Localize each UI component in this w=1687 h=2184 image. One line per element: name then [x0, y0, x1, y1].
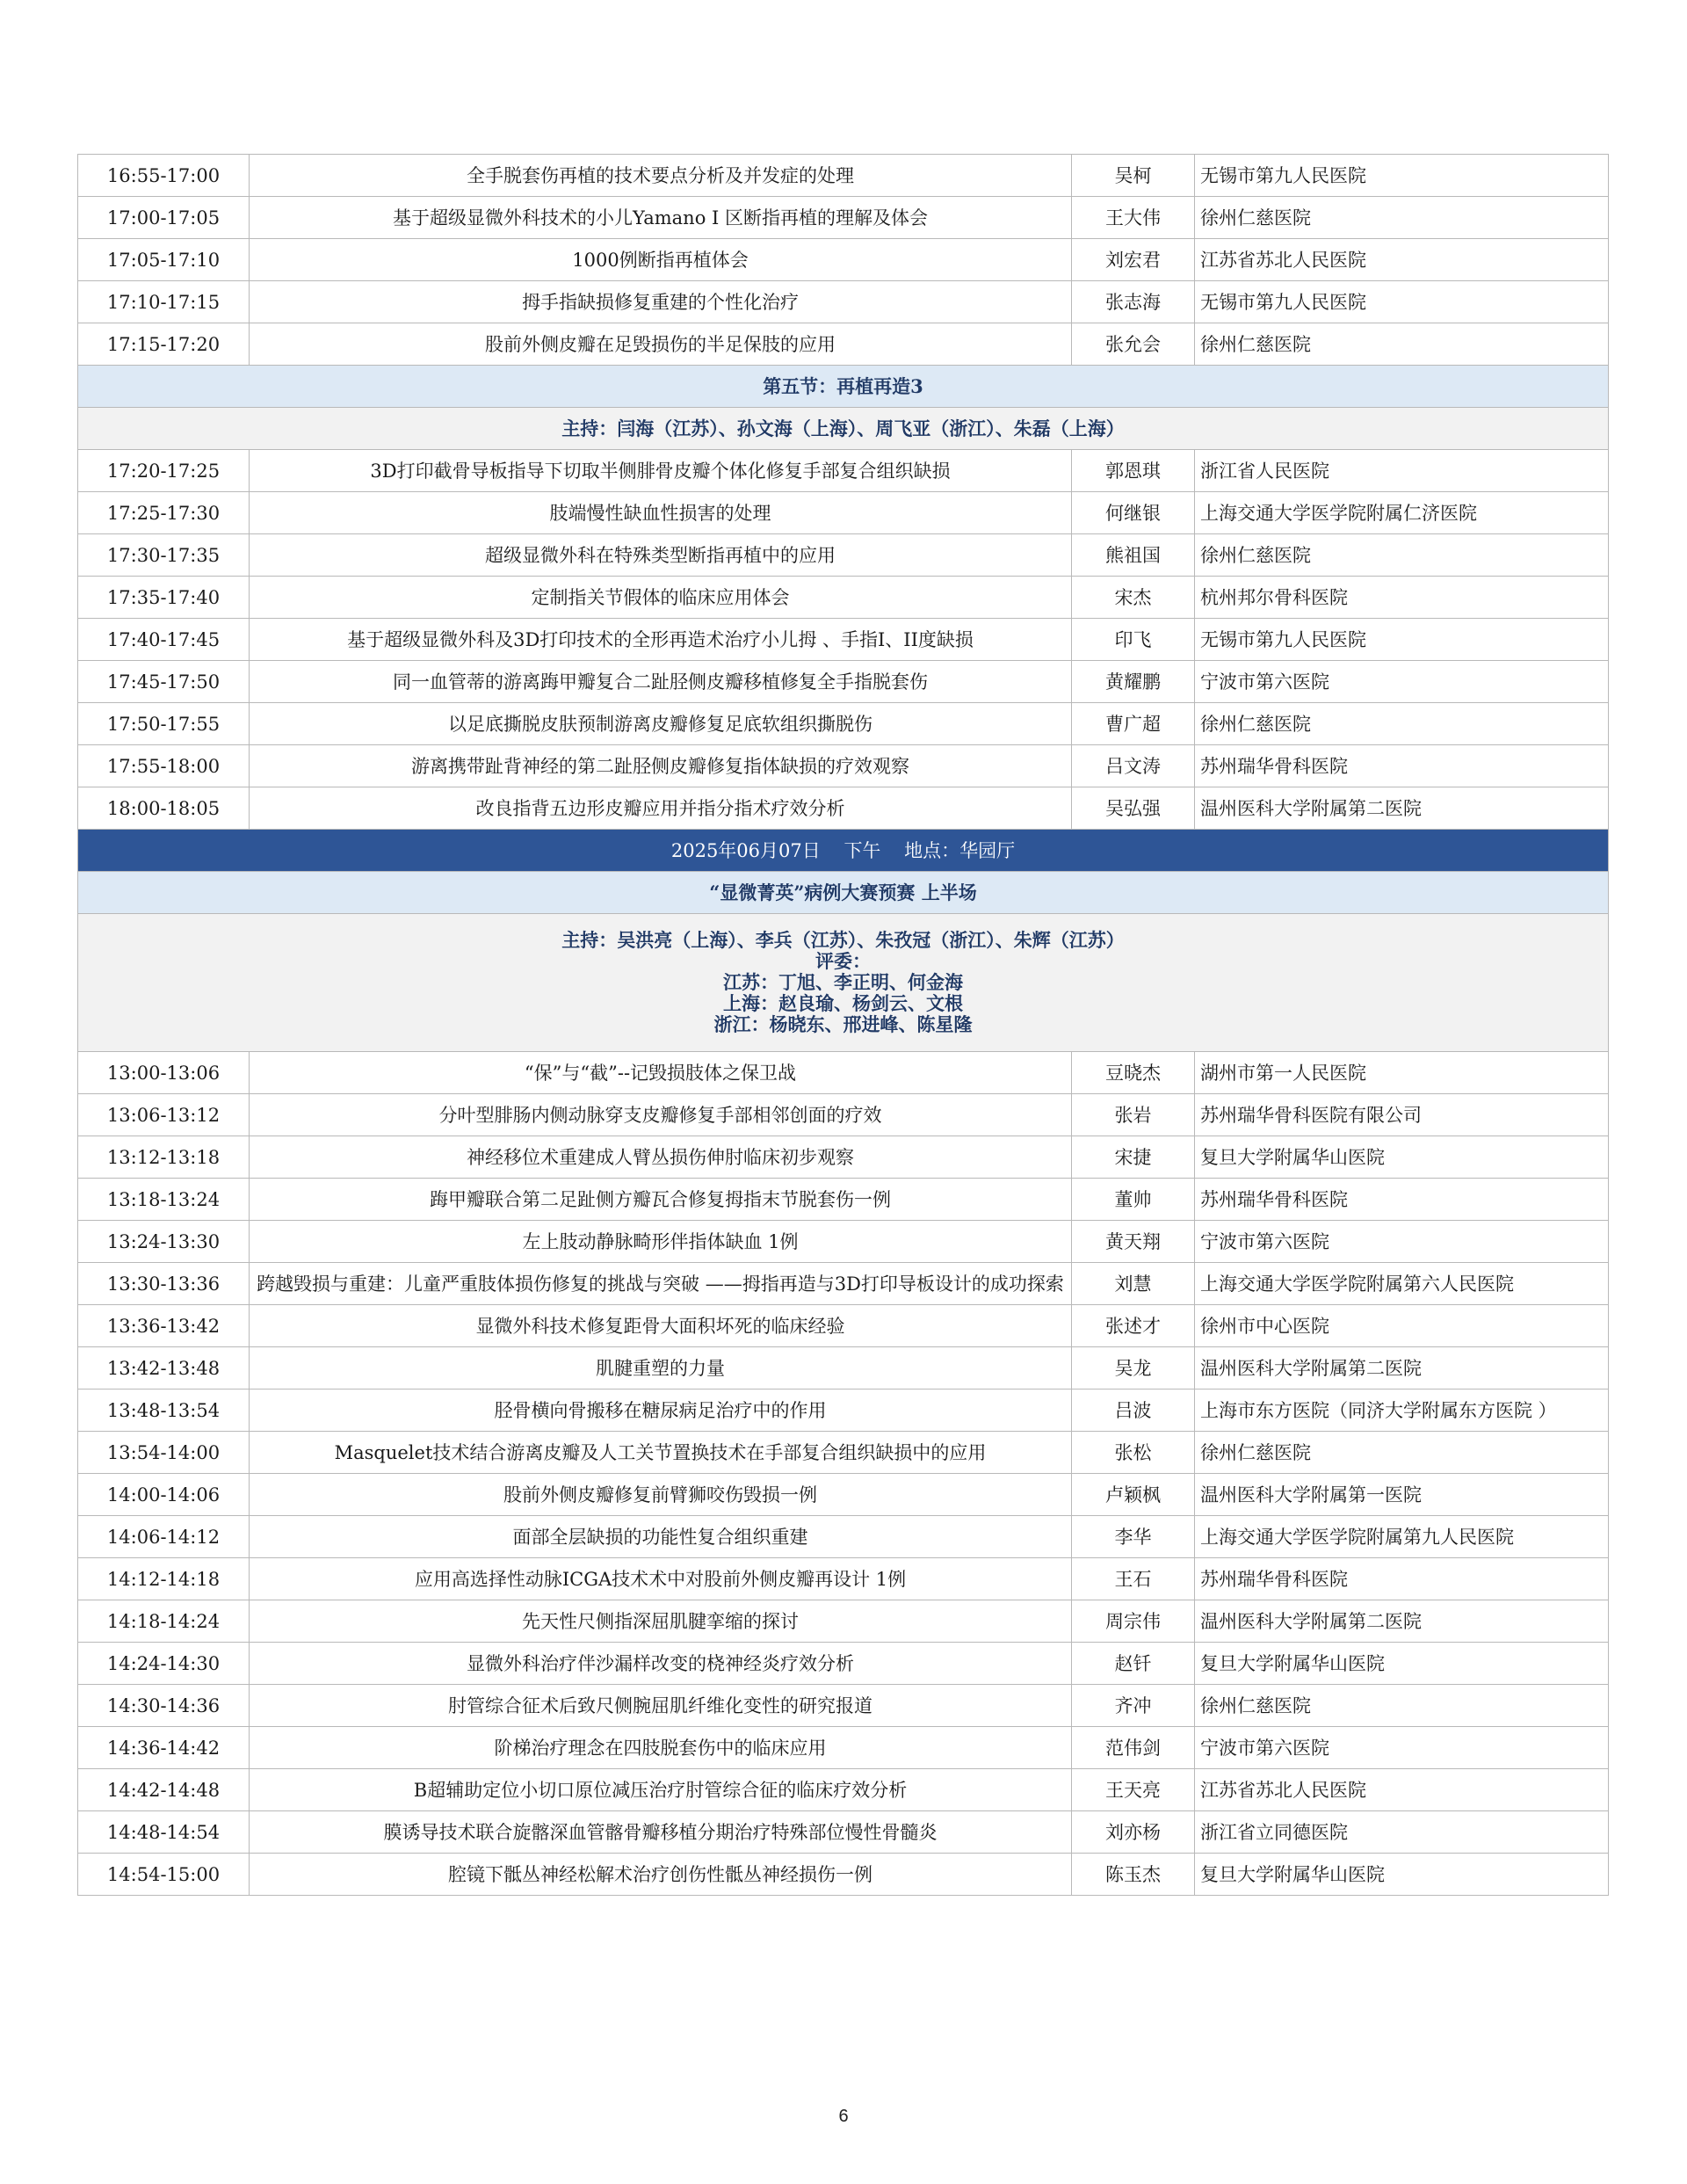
speaker-cell: 王石: [1072, 1558, 1195, 1600]
day-header: [78, 830, 1609, 872]
schedule-row: [78, 1263, 1609, 1305]
institution-cell: 复旦大学附属华山医院: [1195, 1854, 1609, 1896]
time-cell: 17:10-17:15: [78, 281, 250, 323]
schedule-row: [78, 703, 1609, 745]
judges-shanghai: 上海：赵良瑜、杨剑云、文根: [723, 992, 963, 1014]
institution-cell: 复旦大学附属华山医院: [1195, 1136, 1609, 1179]
time-cell: 14:36-14:42: [78, 1727, 250, 1769]
speaker-cell: 吴柯: [1072, 155, 1195, 197]
day-venue: 地点：华园厅: [904, 839, 1016, 861]
institution-cell: 上海市东方医院（同济大学附属东方医院 ）: [1195, 1389, 1609, 1432]
schedule-row: [78, 1179, 1609, 1221]
institution-cell: 温州医科大学附属第二医院: [1195, 1600, 1609, 1643]
institution-cell: 苏州瑞华骨科医院有限公司: [1195, 1094, 1609, 1136]
topic-cell: 全手脱套伤再植的技术要点分析及并发症的处理: [250, 155, 1072, 197]
topic-cell: 改良指背五边形皮瓣应用并指分指术疗效分析: [250, 787, 1072, 830]
time-cell: 17:15-17:20: [78, 323, 250, 366]
schedule-row: [78, 492, 1609, 534]
topic-cell: 定制指关节假体的临床应用体会: [250, 577, 1072, 619]
schedule-row: [78, 239, 1609, 281]
time-cell: 14:00-14:06: [78, 1474, 250, 1516]
schedule-row: [78, 1221, 1609, 1263]
time-cell: 14:12-14:18: [78, 1558, 250, 1600]
topic-cell: 肢端慢性缺血性损害的处理: [250, 492, 1072, 534]
topic-cell: 肘管综合征术后致尺侧腕屈肌纤维化变性的研究报道: [250, 1685, 1072, 1727]
day-period: 下午: [844, 839, 881, 861]
topic-cell: 跨越毁损与重建：儿童严重肢体损伤修复的挑战与突破 ——拇指再造与3D打印导板设计的成功探索: [250, 1263, 1072, 1305]
schedule-row: [78, 534, 1609, 577]
institution-cell: 湖州市第一人民医院: [1195, 1052, 1609, 1094]
topic-cell: 拇手指缺损修复重建的个性化治疗: [250, 281, 1072, 323]
schedule-row: [78, 1347, 1609, 1389]
schedule-row: [78, 1389, 1609, 1432]
institution-cell: 上海交通大学医学院附属仁济医院: [1195, 492, 1609, 534]
institution-cell: 苏州瑞华骨科医院: [1195, 1179, 1609, 1221]
time-cell: 13:48-13:54: [78, 1389, 250, 1432]
institution-cell: 无锡市第九人民医院: [1195, 281, 1609, 323]
time-cell: 14:18-14:24: [78, 1600, 250, 1643]
institution-cell: 宁波市第六医院: [1195, 661, 1609, 703]
topic-cell: 神经移位术重建成人臂丛损伤伸肘临床初步观察: [250, 1136, 1072, 1179]
schedule-row: [78, 1727, 1609, 1769]
speaker-cell: 刘慧: [1072, 1263, 1195, 1305]
topic-cell: 先天性尺侧指深屈肌腱挛缩的探讨: [250, 1600, 1072, 1643]
topic-cell: 超级显微外科在特殊类型断指再植中的应用: [250, 534, 1072, 577]
time-cell: 13:12-13:18: [78, 1136, 250, 1179]
speaker-cell: 赵钎: [1072, 1643, 1195, 1685]
time-cell: 17:00-17:05: [78, 197, 250, 239]
topic-cell: 基于超级显微外科技术的小儿Yamano I 区断指再植的理解及体会: [250, 197, 1072, 239]
schedule-row: [78, 450, 1609, 492]
institution-cell: 上海交通大学医学院附属第九人民医院: [1195, 1516, 1609, 1558]
speaker-cell: 豆晓杰: [1072, 1052, 1195, 1094]
topic-cell: 以足底撕脱皮肤预制游离皮瓣修复足底软组织撕脱伤: [250, 703, 1072, 745]
page-number: 6: [838, 2107, 849, 2126]
judges-label: 评委：: [815, 950, 871, 972]
topic-cell: 3D打印截骨导板指导下切取半侧腓骨皮瓣个体化修复手部复合组织缺损: [250, 450, 1072, 492]
schedule-row: [78, 619, 1609, 661]
time-cell: 17:30-17:35: [78, 534, 250, 577]
topic-cell: 踇甲瓣联合第二足趾侧方瓣瓦合修复拇指末节脱套伤一例: [250, 1179, 1072, 1221]
speaker-cell: 刘亦杨: [1072, 1811, 1195, 1854]
speaker-cell: 王天亮: [1072, 1769, 1195, 1811]
institution-cell: 江苏省苏北人民医院: [1195, 1769, 1609, 1811]
time-cell: 17:25-17:30: [78, 492, 250, 534]
topic-cell: Masquelet技术结合游离皮瓣及人工关节置换技术在手部复合组织缺损中的应用: [250, 1432, 1072, 1474]
schedule-row: [78, 281, 1609, 323]
topic-cell: 游离携带趾背神经的第二趾胫侧皮瓣修复指体缺损的疗效观察: [250, 745, 1072, 787]
section-header: [78, 366, 1609, 408]
topic-cell: 基于超级显微外科及3D打印技术的全形再造术治疗小儿拇 、手指I、II度缺损: [250, 619, 1072, 661]
time-cell: 13:36-13:42: [78, 1305, 250, 1347]
hosts-text: 主持：闫海（江苏）、孙文海（上海）、周飞亚（浙江）、朱磊（上海）: [78, 408, 1609, 450]
speaker-cell: 宋捷: [1072, 1136, 1195, 1179]
topic-cell: 阶梯治疗理念在四肢脱套伤中的临床应用: [250, 1727, 1072, 1769]
speaker-cell: 范伟剑: [1072, 1727, 1195, 1769]
schedule-row: [78, 1432, 1609, 1474]
topic-cell: 1000例断指再植体会: [250, 239, 1072, 281]
institution-cell: 宁波市第六医院: [1195, 1221, 1609, 1263]
time-cell: 14:48-14:54: [78, 1811, 250, 1854]
speaker-cell: 黄耀鹏: [1072, 661, 1195, 703]
time-cell: 17:50-17:55: [78, 703, 250, 745]
institution-cell: 无锡市第九人民医院: [1195, 619, 1609, 661]
schedule-row: [78, 1305, 1609, 1347]
topic-cell: 股前外侧皮瓣在足毁损伤的半足保肢的应用: [250, 323, 1072, 366]
time-cell: 14:42-14:48: [78, 1769, 250, 1811]
hosts-row: [78, 408, 1609, 450]
institution-cell: 徐州仁慈医院: [1195, 1432, 1609, 1474]
institution-cell: 浙江省立同德医院: [1195, 1811, 1609, 1854]
topic-cell: 左上肢动静脉畸形伴指体缺血 1例: [250, 1221, 1072, 1263]
speaker-cell: 吴弘强: [1072, 787, 1195, 830]
schedule-row: [78, 1854, 1609, 1896]
schedule-row: [78, 197, 1609, 239]
institution-cell: 宁波市第六医院: [1195, 1727, 1609, 1769]
speaker-cell: 张述才: [1072, 1305, 1195, 1347]
time-cell: 17:45-17:50: [78, 661, 250, 703]
schedule-row: [78, 1136, 1609, 1179]
topic-cell: B超辅助定位小切口原位减压治疗肘管综合征的临床疗效分析: [250, 1769, 1072, 1811]
judges-jiangsu: 江苏：丁旭、李正明、何金海: [723, 971, 963, 993]
speaker-cell: 齐冲: [1072, 1685, 1195, 1727]
topic-cell: “保”与“截”--记毁损肢体之保卫战: [250, 1052, 1072, 1094]
schedule-table: [77, 154, 1609, 1896]
speaker-cell: 卢颖枫: [1072, 1474, 1195, 1516]
schedule-row: [78, 1769, 1609, 1811]
topic-cell: 肌腱重塑的力量: [250, 1347, 1072, 1389]
schedule-row: [78, 1474, 1609, 1516]
schedule-row: [78, 1094, 1609, 1136]
schedule-row: [78, 1558, 1609, 1600]
speaker-cell: 张允会: [1072, 323, 1195, 366]
institution-cell: 杭州邦尔骨科医院: [1195, 577, 1609, 619]
institution-cell: 徐州仁慈医院: [1195, 703, 1609, 745]
time-cell: 14:30-14:36: [78, 1685, 250, 1727]
time-cell: 14:54-15:00: [78, 1854, 250, 1896]
time-cell: 16:55-17:00: [78, 155, 250, 197]
topic-cell: 面部全层缺损的功能性复合组织重建: [250, 1516, 1072, 1558]
institution-cell: 浙江省人民医院: [1195, 450, 1609, 492]
time-cell: 13:24-13:30: [78, 1221, 250, 1263]
institution-cell: 温州医科大学附属第一医院: [1195, 1474, 1609, 1516]
institution-cell: 徐州仁慈医院: [1195, 534, 1609, 577]
speaker-cell: 郭恩琪: [1072, 450, 1195, 492]
institution-cell: 徐州仁慈医院: [1195, 1685, 1609, 1727]
schedule-row: [78, 1600, 1609, 1643]
time-cell: 13:54-14:00: [78, 1432, 250, 1474]
schedule-row: [78, 661, 1609, 703]
topic-cell: 应用高选择性动脉ICGA技术术中对股前外侧皮瓣再设计 1例: [250, 1558, 1072, 1600]
time-cell: 13:00-13:06: [78, 1052, 250, 1094]
time-cell: 17:20-17:25: [78, 450, 250, 492]
topic-cell: 胫骨横向骨搬移在糖尿病足治疗中的作用: [250, 1389, 1072, 1432]
speaker-cell: 吕文涛: [1072, 745, 1195, 787]
speaker-cell: 李华: [1072, 1516, 1195, 1558]
time-cell: 13:18-13:24: [78, 1179, 250, 1221]
speaker-cell: 熊祖国: [1072, 534, 1195, 577]
schedule-row: [78, 787, 1609, 830]
time-cell: 17:55-18:00: [78, 745, 250, 787]
time-cell: 17:35-17:40: [78, 577, 250, 619]
time-cell: 17:05-17:10: [78, 239, 250, 281]
speaker-cell: 何继银: [1072, 492, 1195, 534]
section-title: 第五节：再植再造3: [78, 366, 1609, 408]
speaker-cell: 张志海: [1072, 281, 1195, 323]
speaker-cell: 周宗伟: [1072, 1600, 1195, 1643]
speaker-cell: 陈玉杰: [1072, 1854, 1195, 1896]
topic-cell: 同一血管蒂的游离踇甲瓣复合二趾胫侧皮瓣移植修复全手指脱套伤: [250, 661, 1072, 703]
speaker-cell: 印飞: [1072, 619, 1195, 661]
speaker-cell: 黄天翔: [1072, 1221, 1195, 1263]
speaker-cell: 吕波: [1072, 1389, 1195, 1432]
competition-hosts-row: [78, 914, 1609, 1052]
schedule-row: [78, 1811, 1609, 1854]
schedule-row: [78, 577, 1609, 619]
time-cell: 13:06-13:12: [78, 1094, 250, 1136]
institution-cell: 徐州仁慈医院: [1195, 197, 1609, 239]
time-cell: 13:42-13:48: [78, 1347, 250, 1389]
judges-zhejiang: 浙江：杨晓东、邢进峰、陈星隆: [713, 1013, 973, 1035]
schedule-row: [78, 745, 1609, 787]
topic-cell: 腔镜下骶丛神经松解术治疗创伤性骶丛神经损伤一例: [250, 1854, 1072, 1896]
topic-cell: 显微外科治疗伴沙漏样改变的桡神经炎疗效分析: [250, 1643, 1072, 1685]
institution-cell: 苏州瑞华骨科医院: [1195, 1558, 1609, 1600]
speaker-cell: 宋杰: [1072, 577, 1195, 619]
schedule-row: [78, 1643, 1609, 1685]
institution-cell: 上海交通大学医学院附属第六人民医院: [1195, 1263, 1609, 1305]
institution-cell: 复旦大学附属华山医院: [1195, 1643, 1609, 1685]
speaker-cell: 张松: [1072, 1432, 1195, 1474]
speaker-cell: 刘宏君: [1072, 239, 1195, 281]
time-cell: 18:00-18:05: [78, 787, 250, 830]
time-cell: 14:06-14:12: [78, 1516, 250, 1558]
competition-title: “显微菁英”病例大赛预赛 上半场: [78, 872, 1609, 914]
competition-header: [78, 872, 1609, 914]
schedule-row: [78, 1052, 1609, 1094]
topic-cell: 分叶型腓肠内侧动脉穿支皮瓣修复手部相邻创面的疗效: [250, 1094, 1072, 1136]
schedule-row: [78, 1685, 1609, 1727]
time-cell: 17:40-17:45: [78, 619, 250, 661]
institution-cell: 温州医科大学附属第二医院: [1195, 787, 1609, 830]
topic-cell: 膜诱导技术联合旋髂深血管髂骨瓣移植分期治疗特殊部位慢性骨髓炎: [250, 1811, 1072, 1854]
speaker-cell: 张岩: [1072, 1094, 1195, 1136]
institution-cell: 江苏省苏北人民医院: [1195, 239, 1609, 281]
day-date: 2025年06月07日: [670, 839, 821, 861]
competition-hosts: 主持：吴洪亮（上海）、李兵（江苏）、朱孜冠（浙江）、朱辉（江苏）: [561, 929, 1125, 951]
schedule-row: [78, 1516, 1609, 1558]
institution-cell: 徐州市中心医院: [1195, 1305, 1609, 1347]
speaker-cell: 曹广超: [1072, 703, 1195, 745]
speaker-cell: 王大伟: [1072, 197, 1195, 239]
institution-cell: 苏州瑞华骨科医院: [1195, 745, 1609, 787]
topic-cell: 股前外侧皮瓣修复前臂狮咬伤毁损一例: [250, 1474, 1072, 1516]
institution-cell: 徐州仁慈医院: [1195, 323, 1609, 366]
schedule-row: [78, 155, 1609, 197]
schedule-row: [78, 323, 1609, 366]
speaker-cell: 吴龙: [1072, 1347, 1195, 1389]
speaker-cell: 董帅: [1072, 1179, 1195, 1221]
topic-cell: 显微外科技术修复距骨大面积坏死的临床经验: [250, 1305, 1072, 1347]
institution-cell: 无锡市第九人民医院: [1195, 155, 1609, 197]
time-cell: 13:30-13:36: [78, 1263, 250, 1305]
time-cell: 14:24-14:30: [78, 1643, 250, 1685]
institution-cell: 温州医科大学附属第二医院: [1195, 1347, 1609, 1389]
